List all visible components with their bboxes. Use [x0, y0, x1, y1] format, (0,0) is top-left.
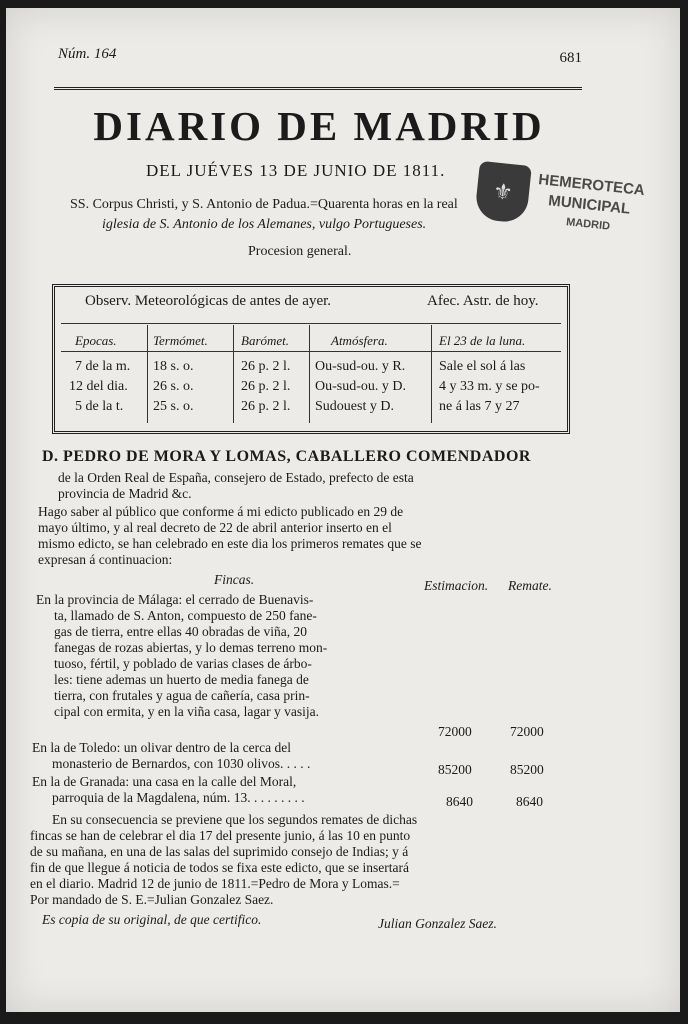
lot-line: En la de Granada: una casa en la calle del Moral, [32, 774, 297, 789]
signature: Julian Gonzalez Saez. [378, 916, 497, 931]
saints-line-2: iglesia de S. Antonio de los Alemanes, vulgo Portugueses. [102, 217, 427, 232]
procession-note: Procesion general. [248, 244, 352, 259]
epoca-cell: 5 de la t. [75, 399, 124, 414]
table-column-rule [309, 325, 310, 423]
decree-heading-line: de la Orden Real de España, consejero de Estado, prefecto de esta [58, 470, 414, 485]
barometro-cell: 26 p. 2 l. [241, 379, 291, 394]
lot-estimacion: 8640 [446, 794, 473, 809]
weather-table [52, 284, 570, 434]
atmosfera-cell: Ou-sud-ou. y R. [315, 359, 406, 374]
lot-line: fanegas de rozas abiertas, y lo demas terreno mon- [54, 640, 328, 655]
astro-line: ne á las 7 y 27 [439, 399, 520, 414]
table-rule [61, 323, 561, 324]
newspaper-title: DIARIO DE MADRID [93, 103, 545, 149]
barometro-cell: 26 p. 2 l. [241, 359, 291, 374]
masthead-rule [54, 87, 582, 93]
lot-line: ta, llamado de S. Anton, compuesto de 250 fane- [54, 608, 317, 623]
date-line: DEL JUÉVES 13 DE JUNIO DE 1811. [146, 161, 446, 180]
lot-estimacion: 85200 [438, 762, 472, 777]
lot-line: gas de tierra, entre ellas 40 obradas de viña, 20 [54, 624, 308, 639]
issue-number: Núm. 164 [58, 46, 117, 62]
termometro-cell: 25 s. o. [153, 399, 194, 414]
column-label-fincas: Fincas. [214, 572, 255, 587]
decree-heading: D. PEDRO DE MORA Y LOMAS, CABALLERO COMENDADOR [42, 448, 531, 465]
table-column-rule [233, 325, 234, 423]
lot-line: les: tiene ademas un huerto de media fanega de [54, 672, 309, 687]
atmosfera-cell: Ou-sud-ou. y D. [315, 379, 406, 394]
termometro-cell: 18 s. o. [153, 359, 194, 374]
lot-line: cipal con ermita, y en la viña casa, lagar y vasija. [54, 704, 320, 719]
epoca-cell: 7 de la m. [75, 359, 131, 374]
column-label-estimacion: Estimacion. [424, 578, 489, 593]
lot-line: tuoso, fértil, y poblado de varias clases de árbo- [54, 656, 312, 671]
certify-line: Es copia de su original, de que certifico. [42, 912, 262, 927]
epoca-cell: 12 del dia. [69, 379, 128, 394]
newspaper-page [6, 8, 680, 1012]
closing-line: en el diario. Madrid 12 de junio de 1811.=Pedro de Mora y Lomas.= [30, 876, 400, 891]
barometro-cell: 26 p. 2 l. [241, 399, 291, 414]
stamp-line-2: MUNICIPAL [547, 192, 632, 218]
library-stamp [472, 151, 660, 259]
lot-line: tierra, con frutales y agua de cañería, casa prin- [54, 688, 310, 703]
lot-line: parroquia de la Magdalena, núm. 13. . . . . . . . . [52, 790, 305, 805]
column-header-luna: El 23 de la luna. [439, 333, 526, 348]
column-header-atmosfera: Atmósfera. [331, 333, 388, 348]
lot-remate: 72000 [510, 724, 544, 739]
column-header-termometro: Termómet. [153, 333, 208, 348]
closing-line: de su mañana, en una de las salas del suprimido consejo de Indias; y á [30, 844, 409, 859]
table-column-rule [147, 325, 148, 423]
lot-line: En la de Toledo: un olivar dentro de la cerca del [32, 740, 291, 755]
column-header-epocas: Epocas. [75, 333, 117, 348]
lot-line: En la provincia de Málaga: el cerrado de Buenavis- [36, 592, 314, 607]
astro-line: Sale el sol á las [439, 359, 526, 374]
atmosfera-cell: Sudouest y D. [315, 399, 394, 414]
lot-remate: 8640 [516, 794, 543, 809]
table-column-rule [431, 325, 432, 423]
column-header-barometro: Barómet. [241, 333, 290, 348]
lot-line: monasterio de Bernardos, con 1030 olivos. . . . . [52, 756, 311, 771]
stamp-line-3: MADRID [565, 216, 611, 233]
intro-line: Hago saber al público que conforme á mi edicto publicado en 29 de [38, 504, 404, 519]
closing-line: fincas se han de celebrar el dia 17 del presente junio, á las 10 en punto [30, 828, 411, 843]
closing-line: Por mandado de S. E.=Julian Gonzalez Saez. [30, 892, 274, 907]
intro-line: expresan á continuacion: [38, 552, 173, 567]
saints-line-1: SS. Corpus Christi, y S. Antonio de Padua.=Quarenta horas en la real [70, 197, 458, 212]
astro-line: 4 y 33 m. y se po- [439, 379, 540, 394]
closing-line: fin de que llegue á noticia de todos se fixa este edicto, que se insertará [30, 860, 409, 875]
termometro-cell: 26 s. o. [153, 379, 194, 394]
intro-line: mayo último, y al real decreto de 22 de abril anterior inserto en el [38, 520, 392, 535]
decree-heading-line: provincia de Madrid &c. [58, 486, 192, 501]
lot-estimacion: 72000 [438, 724, 472, 739]
stamp-line-1: HEMEROTECA [537, 171, 646, 200]
weather-header-left: Observ. Meteorológicas de antes de ayer. [85, 293, 332, 309]
page-number: 681 [559, 50, 582, 66]
intro-line: mismo edicto, se han celebrado en este dia los primeros remates que se [38, 536, 422, 551]
weather-header-right: Afec. Astr. de hoy. [427, 293, 539, 309]
closing-line: En su consecuencia se previene que los segundos remates de dichas [52, 812, 418, 827]
column-label-remate: Remate. [508, 578, 552, 593]
coat-of-arms-icon: ⚜ [474, 161, 532, 224]
table-rule [61, 351, 561, 352]
lot-remate: 85200 [510, 762, 544, 777]
